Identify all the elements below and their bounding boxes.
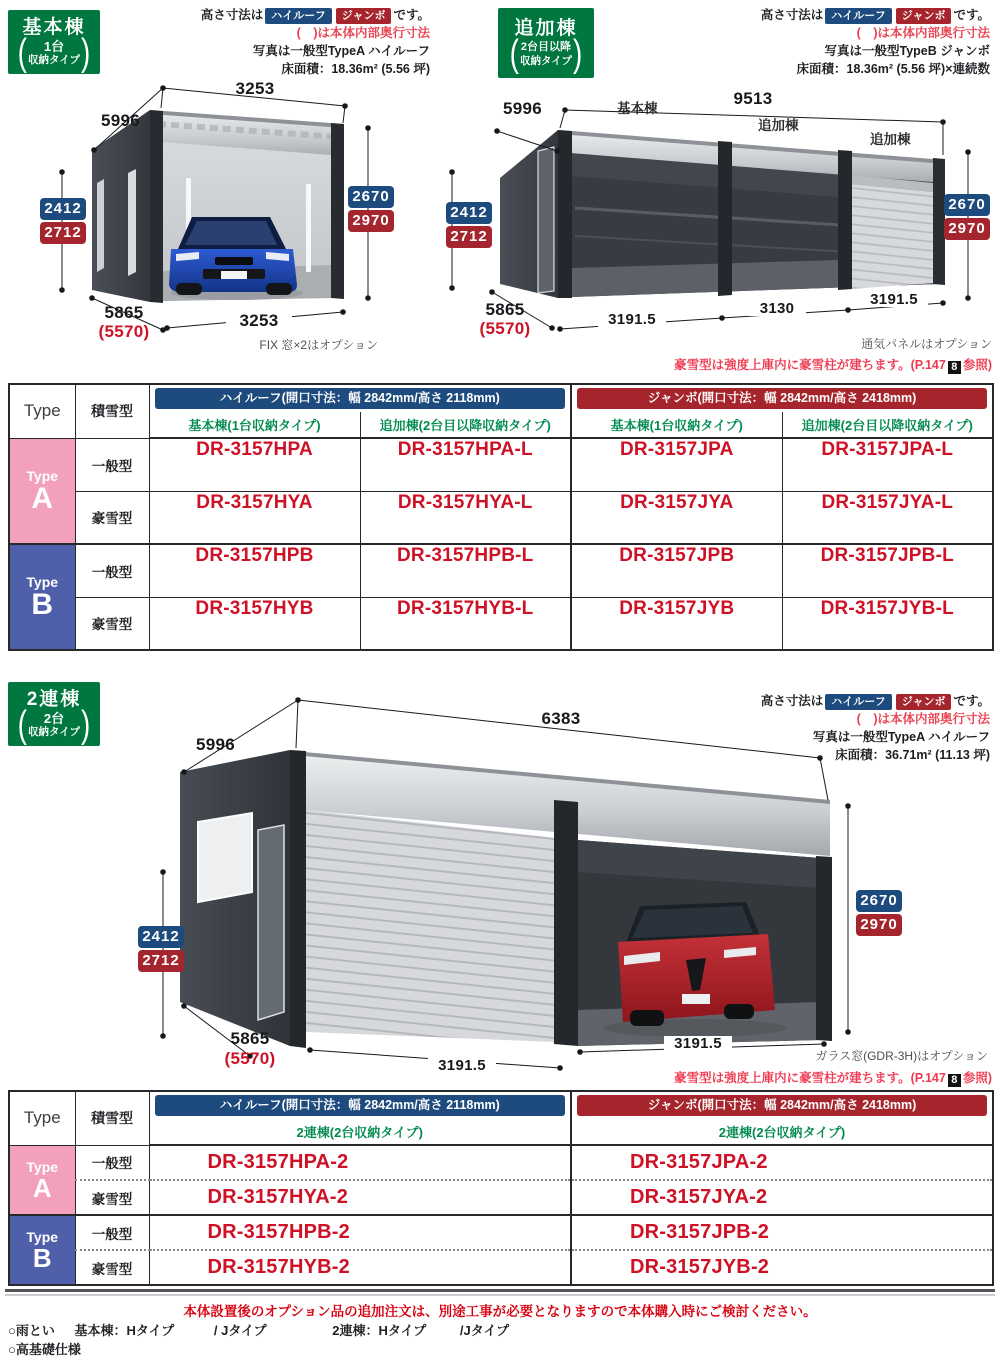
type-letter: A — [31, 481, 54, 515]
dim-depth-inner: (5570) — [224, 1049, 276, 1068]
paren-left: ( — [17, 31, 27, 74]
double-garage-building — [180, 750, 832, 1048]
dim-badge-2970: 2970 — [348, 210, 394, 232]
badge-sub2: 収納タイプ — [520, 55, 572, 67]
dim-badge-2970: 2970 — [856, 914, 902, 936]
jumbo-header-bar: ジャンボ(開口寸法：幅 2842mm/高さ 2418mm) — [577, 1095, 987, 1116]
floor-area: 床面積：36.71m² (11.13 坪) — [835, 748, 990, 762]
table-row — [9, 1250, 993, 1285]
type-word: Type — [26, 1229, 59, 1245]
badge-title: 追加棟 — [514, 18, 578, 39]
height-prefix: 高さ寸法は — [760, 8, 824, 22]
badge-sub1: 1台 — [43, 39, 65, 54]
model-cell: DR-3157HYA-2 — [149, 1180, 571, 1215]
height-spec-line — [761, 6, 990, 24]
ref-number-box: 8 — [948, 1074, 961, 1087]
type-a-cell — [9, 1145, 75, 1215]
photo-note: 写真は一般型TypeB ジャンボ — [824, 44, 990, 58]
snow-note-text: 豪雪型は強度上庫内に豪雪柱が建ちます。 — [674, 1071, 911, 1085]
dim-badge-2712: 2712 — [40, 222, 86, 244]
subheader-double: 2連棟(2台収納タイプ) — [571, 1119, 993, 1145]
type-column-header: Type — [9, 1091, 75, 1145]
model-cell: DR-3157HPB-L — [360, 544, 571, 597]
model-cell: DR-3157JPA — [571, 438, 782, 491]
table-row — [9, 544, 993, 597]
dim-depth: 5996 — [195, 735, 235, 754]
dim-bay2: 3130 — [748, 301, 806, 316]
option-double-h: 2連棟：Hタイプ — [332, 1323, 427, 1338]
highroof-header-bar: ハイルーフ(開口寸法：幅 2842mm/高さ 2118mm) — [155, 1095, 566, 1116]
snow-type-cell: 豪雪型 — [75, 1250, 149, 1285]
badge-title: 2連棟 — [26, 689, 82, 710]
badge-additional-unit — [498, 8, 594, 78]
dim-depth-bottom: 5865 — [485, 300, 525, 319]
jumbo-badge: ジャンボ — [336, 8, 392, 24]
inner-depth-note: ( )は本体内部奥行寸法 — [856, 712, 990, 726]
badge-subtitle — [17, 703, 92, 746]
type-a-cell — [9, 438, 75, 544]
table-row — [9, 1180, 993, 1215]
model-cell: DR-3157JYB — [571, 597, 782, 650]
highroof-badge: ハイルーフ — [825, 8, 891, 24]
model-cell: DR-3157JPB — [571, 544, 782, 597]
badge-subtitle — [509, 32, 584, 75]
model-cell: DR-3157JYB-L — [782, 597, 993, 650]
type-letter: A — [32, 1172, 52, 1203]
additional-garage-illustration — [500, 130, 945, 298]
snow-column-header: 積雪型 — [75, 384, 149, 438]
model-cell: DR-3157JPB-2 — [571, 1215, 993, 1250]
dim-badge-2670: 2670 — [944, 194, 990, 216]
roof-label-basic: 基本棟 — [617, 101, 658, 116]
dim-badge-2712: 2712 — [446, 226, 492, 248]
snow-column-header: 積雪型 — [75, 1091, 149, 1145]
model-cell: DR-3157HPA-2 — [149, 1145, 571, 1180]
paren-left: ( — [17, 703, 27, 746]
dim-badge-2970: 2970 — [944, 218, 990, 240]
option-bullet: ○雨とい — [8, 1323, 55, 1338]
badge-sub1: 2台目以降 — [520, 41, 572, 53]
dim-width-bottom: 3253 — [226, 312, 292, 329]
height-spec-line — [761, 692, 990, 710]
dim-depth-bottom: 5865 — [230, 1029, 270, 1048]
table-row — [9, 1215, 993, 1250]
dim-bay1: 3191.5 — [598, 312, 666, 327]
floor-area: 床面積：18.36m² (5.56 坪)×連続数 — [796, 62, 990, 76]
subheader-basic: 基本棟(1台収納タイプ) — [571, 412, 782, 438]
height-suffix: です。 — [393, 8, 430, 22]
badge-sub2: 収納タイプ — [28, 54, 80, 66]
model-table-basic-additional — [8, 383, 994, 651]
model-cell: DR-3157JPB-L — [782, 544, 993, 597]
model-table-double — [8, 1090, 994, 1286]
info-block-additional — [761, 6, 990, 78]
jumbo-header-bar: ジャンボ(開口寸法：幅 2842mm/高さ 2418mm) — [577, 388, 987, 409]
badge-subtitle — [17, 31, 92, 74]
table-row — [9, 597, 993, 650]
type-column-header: Type — [9, 384, 75, 438]
option-line-foundation: ○高基礎仕様 — [8, 1342, 81, 1357]
model-cell: DR-3157HPB-2 — [149, 1215, 571, 1250]
snow-type-note — [674, 1072, 992, 1087]
floor-area: 床面積：18.36m² (5.56 坪) — [281, 62, 430, 76]
snow-type-cell: 豪雪型 — [75, 491, 149, 544]
option-line-gutter — [8, 1324, 509, 1337]
type-letter: B — [32, 1243, 52, 1273]
section-basic-and-additional — [0, 0, 1000, 383]
dim-bay3: 3191.5 — [860, 292, 928, 307]
inner-depth-note: ( )は本体内部奥行寸法 — [856, 26, 990, 40]
model-cell: DR-3157HYB-L — [360, 597, 571, 650]
highroof-group-header-cell — [149, 384, 571, 412]
table-row — [9, 438, 993, 491]
roof-label-additional-2: 追加棟 — [870, 132, 911, 147]
snow-note-text: 豪雪型は強度上庫内に豪雪柱が建ちます。 — [674, 358, 911, 372]
snow-type-cell: 一般型 — [75, 544, 149, 597]
type-word: Type — [26, 574, 59, 590]
caption-fix-window: FIX 窓×2はオプション — [259, 338, 378, 352]
model-cell: DR-3157HYB — [149, 597, 360, 650]
jumbo-badge: ジャンボ — [896, 694, 952, 710]
option-basic-h: 基本棟：Hタイプ — [74, 1323, 175, 1338]
inner-depth-note: ( )は本体内部奥行寸法 — [296, 26, 430, 40]
dim-badge-2670: 2670 — [348, 186, 394, 208]
highroof-header-bar: ハイルーフ(開口寸法：幅 2842mm/高さ 2118mm) — [155, 388, 566, 409]
badge-sub1: 2台 — [43, 711, 65, 726]
type-b-cell — [9, 1215, 75, 1285]
type-letter: B — [31, 588, 54, 621]
model-cell: DR-3157HPA — [149, 438, 360, 491]
paren-right: ) — [80, 703, 91, 746]
option-double-j: /Jタイプ — [459, 1323, 510, 1338]
table-row — [9, 491, 993, 544]
dim-depth: 5996 — [100, 111, 140, 130]
snow-type-cell: 豪雪型 — [75, 1180, 149, 1215]
model-cell: DR-3157JYA — [571, 491, 782, 544]
photo-note: 写真は一般型TypeA ハイルーフ — [812, 730, 990, 744]
table-row — [9, 1145, 993, 1180]
photo-note: 写真は一般型TypeA ハイルーフ — [252, 44, 430, 58]
model-cell: DR-3157HYB-2 — [149, 1250, 571, 1285]
dim-bay2: 3191.5 — [664, 1036, 732, 1051]
info-block-double — [761, 692, 990, 764]
height-prefix: 高さ寸法は — [760, 694, 824, 708]
type-word: Type — [26, 467, 59, 484]
subheader-additional: 追加棟(2台目以降収納タイプ) — [360, 412, 571, 438]
model-cell: DR-3157HYA — [149, 491, 360, 544]
dim-width-top: 9513 — [733, 89, 773, 108]
badge-title: 基本棟 — [22, 17, 86, 38]
footer-divider — [5, 1289, 995, 1296]
subheader-basic: 基本棟(1台収納タイプ) — [149, 412, 360, 438]
model-cell: DR-3157JYA-L — [782, 491, 993, 544]
highroof-group-header-cell — [149, 1091, 571, 1119]
dim-badge-2670: 2670 — [856, 890, 902, 912]
snow-type-cell: 豪雪型 — [75, 597, 149, 650]
roof-label-additional-1: 追加棟 — [758, 118, 799, 133]
snow-type-note — [674, 359, 992, 374]
badge-sub2: 収納タイプ — [28, 726, 80, 738]
option-warning-note: 本体設置後のオプション品の追加注文は、別途工事が必要となりますので本体購入時にご検討ください。 — [183, 1304, 817, 1319]
jumbo-group-header-cell — [571, 384, 993, 412]
type-b-cell — [9, 544, 75, 650]
paren-right: ) — [572, 32, 583, 75]
snow-ref-pre: (P.147 — [910, 1071, 946, 1085]
caption-glass-window: ガラス窓(GDR-3H)はオプション — [815, 1049, 988, 1063]
dim-depth-inner: (5570) — [479, 319, 531, 338]
highroof-badge: ハイルーフ — [825, 694, 891, 710]
jumbo-group-header-cell — [571, 1091, 993, 1119]
jumbo-badge: ジャンボ — [896, 8, 952, 24]
ref-number-box: 8 — [948, 361, 961, 374]
paren-left: ( — [509, 32, 519, 75]
snow-ref-pre: (P.147 — [910, 358, 946, 372]
snow-ref-post: 参照) — [962, 1071, 992, 1085]
basic-garage-illustration — [92, 110, 344, 303]
model-cell: DR-3157JPA-2 — [571, 1145, 993, 1180]
paren-right: ) — [80, 31, 91, 74]
highroof-badge: ハイルーフ — [265, 8, 331, 24]
type-word: Type — [26, 1158, 59, 1175]
snow-type-cell: 一般型 — [75, 1145, 149, 1180]
section-double-unit — [0, 660, 1000, 1090]
info-block-basic — [201, 6, 430, 78]
model-cell: DR-3157HYA-L — [360, 491, 571, 544]
model-cell: DR-3157JPA-L — [782, 438, 993, 491]
badge-basic-unit — [8, 10, 100, 74]
model-cell: DR-3157HPB — [149, 544, 360, 597]
model-cell: DR-3157JYA-2 — [571, 1180, 993, 1215]
dim-bay1: 3191.5 — [428, 1058, 496, 1073]
dim-badge-2412: 2412 — [40, 198, 86, 220]
height-suffix: です。 — [953, 694, 990, 708]
height-prefix: 高さ寸法は — [200, 8, 264, 22]
dim-badge-2412: 2412 — [446, 202, 492, 224]
dim-depth: 5996 — [502, 99, 542, 118]
model-cell: DR-3157JYB-2 — [571, 1250, 993, 1285]
snow-type-cell: 一般型 — [75, 438, 149, 491]
height-spec-line — [201, 6, 430, 24]
badge-double-unit — [8, 682, 100, 746]
dim-badge-2712: 2712 — [138, 950, 184, 972]
caption-vent-panel: 通気パネルはオプション — [861, 337, 992, 351]
dim-depth-bottom: 5865 — [104, 303, 144, 322]
dim-width-top: 3253 — [235, 79, 275, 98]
snow-type-cell: 一般型 — [75, 1215, 149, 1250]
subheader-additional: 追加棟(2台目以降収納タイプ) — [782, 412, 993, 438]
dim-depth-inner: (5570) — [98, 322, 150, 341]
dim-badge-2412: 2412 — [138, 926, 184, 948]
subheader-double: 2連棟(2台収納タイプ) — [149, 1119, 571, 1145]
model-cell: DR-3157HPA-L — [360, 438, 571, 491]
snow-ref-post: 参照) — [962, 358, 992, 372]
height-suffix: です。 — [953, 8, 990, 22]
option-basic-j: / Jタイプ — [213, 1323, 267, 1338]
dim-width-top: 6383 — [541, 709, 581, 728]
